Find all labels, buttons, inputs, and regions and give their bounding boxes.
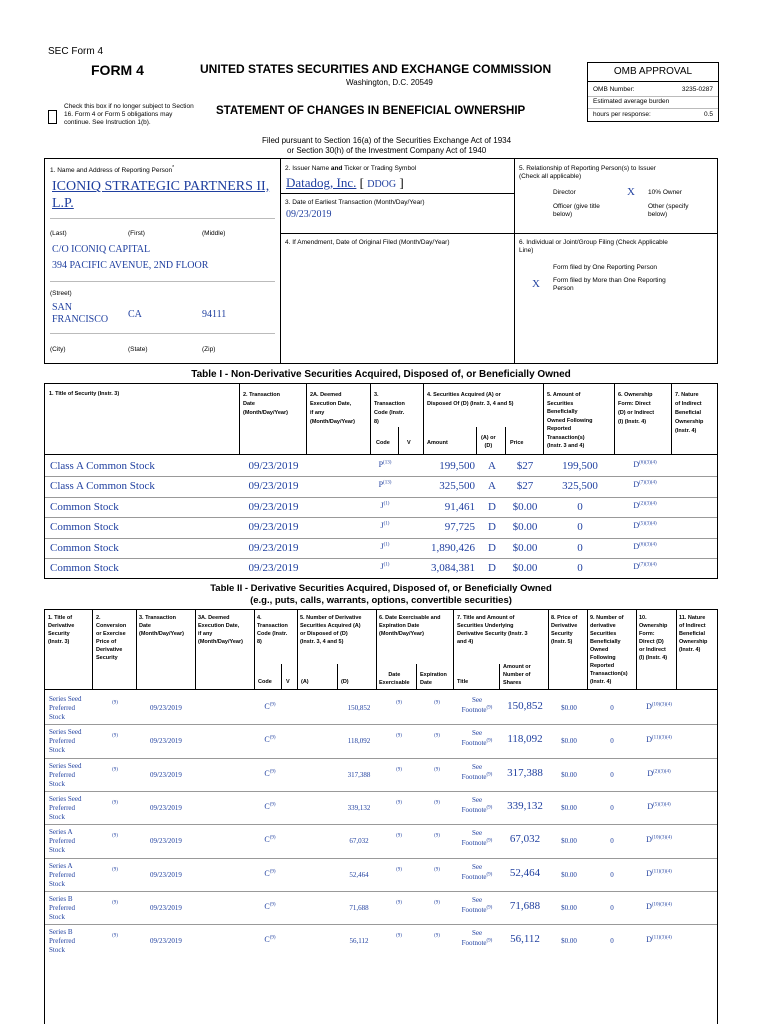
omb-hours: 0.5	[703, 111, 713, 118]
t1-cell-code: $J^{(1)}$	[380, 562, 390, 571]
t1-cell-price: $0.00	[512, 562, 538, 574]
t2-cell-code: $C^{(9)}$	[264, 768, 276, 778]
omb-approval-box	[587, 62, 719, 122]
t2-cell-expiration: (9)	[434, 767, 440, 773]
box4-label: 4. If Amendment, Date of Original Filed (Month/Day/Year)	[285, 239, 450, 246]
t2-cell-title: Series Seed Preferred Stock	[49, 761, 82, 788]
t2-cell-code: $C^{(9)}$	[264, 801, 276, 811]
issuer-line: Datadog, Inc. [ DDOG ]	[286, 175, 404, 190]
table1-title: Table I - Non-Derivative Securities Acquired, Disposed of, or Beneficially Owned	[191, 369, 571, 380]
zip-value: 94111	[202, 309, 227, 320]
t1-cell-code: $J^{(1)}$	[380, 500, 390, 510]
t1-cell-amount: 199,500	[439, 460, 475, 472]
omb-number-label: OMB Number:	[593, 86, 635, 93]
middle-label: (Middle)	[202, 230, 226, 237]
box3-label: 3. Date of Earliest Transaction (Month/Day/Year)	[285, 199, 425, 206]
t2-cell-underlying-title: See Footnote$^{(9)}$	[461, 862, 493, 881]
t2-cell-shares: 150,852	[507, 700, 543, 712]
t1-cell-form: $D^{(6)(3)(4)}$	[633, 541, 657, 551]
t2-header-exp: Expiration Date	[420, 672, 447, 686]
t2-header-c9: 9. Number of derivative Securities Beneficially Owned Following Reported Transaction(s) (Instr. 4)	[590, 615, 628, 685]
t2-cell-date: 09/23/2019	[150, 837, 182, 846]
t2-header-c7: 7. Title and Amount of Securities Underlying Derivative Security (Instr. 3 and 4)	[457, 615, 528, 645]
earliest-transaction-date: 09/23/2019	[286, 209, 332, 220]
table2-title: Table II - Derivative Securities Acquired, Disposed of, or Beneficially Owned (e.g., puts, calls, warrants, options, convertible securities)	[210, 583, 552, 606]
agency-location: Washington, D.C. 20549	[346, 78, 433, 87]
t1-cell-title: Common Stock	[50, 541, 119, 554]
t2-cell-code: $C^{(9)}$	[264, 901, 276, 911]
t2-cell-date: 09/23/2019	[150, 770, 182, 779]
t2-cell-form: $D^{(10)(3)(4)}$	[646, 835, 672, 845]
statement-title: STATEMENT OF CHANGES IN BENEFICIAL OWNERSHIP	[216, 105, 526, 117]
t2-cell-exercisable: (9)	[396, 733, 402, 739]
ten-percent-owner-label: 10% Owner	[648, 189, 682, 196]
t1-header-c1: 1. Title of Security (Instr. 3)	[49, 391, 120, 397]
t2-cell-exercisable: (9)	[396, 767, 402, 773]
t1-header-c3: 3. Transaction Code (Instr. 8)	[374, 392, 405, 425]
t1-cell-form: $D^{(5)(3)(4)}$	[633, 521, 657, 531]
other-label: Other (specify below)	[648, 203, 689, 218]
t2-cell-expiration: (9)	[434, 867, 440, 873]
t1-cell-date: 09/23/2019	[248, 500, 299, 513]
t1-cell-title: Class A Common Stock	[50, 460, 155, 472]
filed-text-2: or Section 30(h) of the Investment Company Act of 1940	[287, 146, 487, 155]
t2-cell-underlying-title: See Footnote$^{(9)}$	[461, 895, 493, 914]
t1-cell-form: $D^{(7)(3)(4)}$	[633, 562, 657, 571]
t2-cell-date: 09/23/2019	[150, 937, 182, 946]
t1-header-c2a: 2A. Deemed Execution Date, if any (Month/Day/Year)	[310, 392, 355, 425]
t2-header-v: V	[286, 679, 290, 685]
t1-header-c4: 4. Securities Acquired (A) or Disposed Of (D) (Instr. 3, 4 and 5)	[427, 392, 514, 407]
t2-cell-shares: 52,464	[509, 866, 541, 879]
t2-cell-shares: 317,388	[507, 766, 543, 779]
t2-cell-form: $D^{(11)(3)(4)}$	[646, 868, 672, 878]
address-line-2: 394 PACIFIC AVENUE, 2ND FLOOR	[52, 260, 209, 271]
filed-text-1: Filed pursuant to Section 16(a) of the Securities Exchange Act of 1934	[262, 136, 512, 145]
state-label: (State)	[128, 346, 148, 353]
t2-cell-expiration: (9)	[434, 700, 440, 706]
t2-cell-price: $0.00	[561, 837, 577, 846]
t2-cell-owned: 0	[610, 903, 614, 912]
t2-cell-disposed: 339,132	[347, 803, 371, 812]
t2-cell-exercisable: (9)	[396, 933, 402, 939]
t2-cell-form: $D^{(10)(3)(4)}$	[646, 702, 672, 711]
t2-cell-exercisable: (9)	[396, 867, 402, 873]
t2-cell-shares: 67,032	[509, 833, 541, 846]
ten-percent-owner-mark[interactable]: X	[627, 186, 635, 198]
t1-cell-date: 09/23/2019	[248, 541, 299, 554]
t2-header-code: Code	[258, 679, 272, 685]
t1-cell-owned: 199,500	[562, 460, 598, 472]
box1-label: 1. Name and Address of Reporting Person*	[50, 164, 175, 174]
t2-header-date-ex: Date Exercisable	[379, 672, 410, 686]
t2-cell-conv: (9)	[112, 700, 118, 706]
t1-header-price: Price	[510, 440, 524, 446]
t2-cell-underlying-title: See Footnote$^{(9)}$	[461, 795, 493, 814]
t2-cell-shares: 71,688	[509, 899, 541, 912]
t2-cell-conv: (9)	[112, 767, 118, 773]
t2-header-amt: Amount or Number of Shares	[503, 664, 531, 686]
t2-header-c8: 8. Price of Derivative Security (Instr. 5)	[551, 615, 578, 645]
t2-cell-owned: 0	[610, 770, 614, 779]
t2-header-title: Title	[457, 679, 469, 685]
check-box-text: Check this box if no longer subject to Section 16. Form 4 or Form 5 obligations may continue. See Instruction 1(b).	[64, 103, 194, 126]
t2-cell-underlying-title: See Footnote$^{(9)}$	[461, 929, 493, 948]
no-longer-subject-checkbox[interactable]	[48, 110, 57, 124]
t2-cell-form: $D^{(5)(3)(4)}$	[647, 801, 671, 811]
t2-cell-date: 09/23/2019	[150, 704, 182, 712]
t2-cell-conv: (9)	[112, 933, 118, 939]
t2-header-d: (D)	[341, 679, 349, 685]
t2-cell-expiration: (9)	[434, 733, 440, 739]
t2-cell-price: $0.00	[561, 870, 577, 879]
t2-header-c6: 6. Date Exercisable and Expiration Date (Month/Day/Year)	[379, 615, 441, 637]
city-label: (City)	[50, 346, 66, 353]
t1-cell-price: $0.00	[512, 500, 538, 513]
zip-label: (Zip)	[202, 346, 216, 353]
t1-cell-ad: A	[488, 480, 496, 493]
t1-header-c2: 2. Transaction Date (Month/Day/Year)	[243, 392, 288, 416]
address-line-1: C/O ICONIQ CAPITAL	[52, 244, 151, 255]
t2-cell-price: $0.00	[561, 937, 577, 946]
t2-header-c3: 3. Transaction Date (Month/Day/Year)	[139, 615, 184, 637]
t2-cell-title: Series Seed Preferred Stock	[49, 794, 82, 821]
table1-row	[45, 558, 717, 578]
t2-cell-expiration: (9)	[434, 833, 440, 839]
t2-cell-title: Series B Preferred Stock	[49, 894, 76, 921]
form-title: FORM 4	[91, 62, 144, 78]
t1-cell-amount: 91,461	[444, 500, 475, 513]
table1-row	[45, 497, 717, 517]
t1-cell-date: 09/23/2019	[248, 480, 299, 493]
last-label: (Last)	[50, 230, 67, 237]
t2-cell-code: $C^{(9)}$	[264, 735, 276, 745]
t1-cell-date: 09/23/2019	[248, 521, 299, 534]
t1-cell-code: $J^{(1)}$	[380, 521, 390, 531]
ticker-symbol: DDOG	[367, 179, 397, 190]
t2-header-c3a: 3A. Deemed Execution Date, if any (Month/Day/Year)	[198, 615, 243, 645]
more-than-one-mark[interactable]: X	[532, 278, 540, 290]
t1-cell-owned: 0	[577, 541, 583, 554]
officer-label: Officer (give title below)	[553, 203, 600, 218]
t2-cell-form: $D^{(2)(3)(4)}$	[647, 768, 671, 778]
t2-cell-underlying-title: See Footnote$^{(9)}$	[461, 729, 493, 748]
t2-cell-conv: (9)	[112, 900, 118, 906]
t1-cell-title: Common Stock	[50, 500, 119, 513]
t2-header-c2: 2. Conversion or Exercise Price of Derivative Security	[96, 615, 127, 661]
t1-cell-price: $27	[516, 480, 534, 493]
omb-title: OMB APPROVAL	[613, 66, 693, 77]
city-value: SAN FRANCISCO	[52, 302, 109, 325]
t2-cell-exercisable: (9)	[396, 800, 402, 806]
t1-header-v: V	[407, 440, 411, 446]
t2-cell-price: $0.00	[561, 737, 577, 746]
agency-title: UNITED STATES SECURITIES AND EXCHANGE COMMISSION	[200, 62, 552, 76]
t2-cell-disposed: 317,388	[347, 770, 371, 779]
table1-row	[45, 517, 717, 537]
t2-cell-exercisable: (9)	[396, 700, 402, 706]
t2-cell-date: 09/23/2019	[150, 903, 182, 912]
t1-cell-amount: 3,084,381	[431, 562, 475, 574]
t1-cell-amount: 325,500	[439, 480, 475, 493]
t2-cell-owned: 0	[610, 870, 614, 879]
table2-row	[45, 758, 717, 791]
first-label: (First)	[128, 230, 145, 237]
t2-cell-shares: 339,132	[507, 799, 543, 812]
table2-row	[45, 858, 717, 891]
t2-header-a: (A)	[301, 679, 309, 685]
t2-cell-underlying-title: See Footnote$^{(9)}$	[461, 829, 493, 848]
table2-row	[45, 724, 717, 757]
t2-cell-title: Series A Preferred Stock	[49, 828, 76, 855]
t2-cell-owned: 0	[610, 737, 614, 746]
t2-cell-date: 09/23/2019	[150, 803, 182, 812]
table1-row	[45, 538, 717, 558]
t1-cell-owned: 0	[577, 521, 583, 534]
table1-row	[45, 476, 717, 496]
t2-header-c5: 5. Number of Derivative Securities Acquired (A) or Disposed of (D) (Instr. 3, 4 and 5)	[300, 615, 362, 645]
t2-cell-price: $0.00	[561, 770, 577, 779]
t2-cell-conv: (9)	[112, 867, 118, 873]
table2-row	[45, 791, 717, 824]
t2-cell-disposed: 118,092	[347, 737, 371, 746]
t2-cell-form: $D^{(11)(3)(4)}$	[646, 735, 672, 745]
street-label: (Street)	[50, 290, 72, 297]
t1-cell-price: $0.00	[512, 521, 538, 534]
t1-header-amount: Amount	[427, 440, 448, 446]
t2-header-c4: 4. Transaction Code (Instr. 8)	[257, 615, 288, 645]
t1-header-c5: 5. Amount of Securities Beneficially Owned Following Reported Transaction(s) (Instr. 3 and 4)	[547, 392, 593, 449]
t1-cell-title: Common Stock	[50, 521, 119, 534]
t1-cell-ad: D	[488, 500, 496, 513]
t2-cell-code: $C^{(9)}$	[264, 835, 276, 845]
t2-cell-title: Series A Preferred Stock	[49, 861, 76, 888]
t2-cell-shares: 56,112	[510, 933, 540, 946]
t1-cell-amount: 97,725	[444, 521, 475, 534]
issuer-name[interactable]: Datadog, Inc.	[286, 175, 357, 190]
t1-cell-price: $0.00	[512, 541, 538, 554]
t1-header-code: Code	[376, 440, 390, 446]
t2-cell-owned: 0	[610, 803, 614, 812]
table2-row	[45, 924, 717, 957]
omb-hours-label: hours per response:	[593, 111, 651, 118]
t2-cell-form: $D^{(11)(3)(4)}$	[646, 935, 672, 945]
t1-cell-date: 09/23/2019	[248, 460, 299, 472]
t2-cell-conv: (9)	[112, 733, 118, 739]
t1-cell-title: Class A Common Stock	[50, 480, 155, 493]
t2-cell-owned: 0	[610, 837, 614, 846]
t2-cell-disposed: 56,112	[349, 937, 369, 946]
state-value: CA	[128, 309, 142, 320]
t2-cell-price: $0.00	[561, 903, 577, 912]
omb-burden-label: Estimated average burden	[593, 98, 670, 105]
t1-cell-owned: 0	[577, 562, 583, 574]
t1-cell-code: $P^{(13)}$	[378, 460, 392, 469]
t1-cell-form: $D^{(2)(3)(4)}$	[633, 500, 657, 510]
t2-header-c11: 11. Nature of Indirect Beneficial Ownership (Instr. 4)	[679, 615, 708, 653]
t2-cell-exercisable: (9)	[396, 833, 402, 839]
box6-label: 6. Individual or Joint/Group Filing (Check Applicable Line)	[519, 239, 668, 254]
box5-label: 5. Relationship of Reporting Person(s) to Issuer (Check all applicable)	[519, 165, 656, 180]
t1-cell-ad: D	[488, 521, 496, 534]
t1-cell-ad: D	[488, 541, 496, 554]
director-label: Director	[553, 189, 576, 196]
t2-cell-shares: 118,092	[507, 733, 543, 746]
t2-cell-exercisable: (9)	[396, 900, 402, 906]
t2-cell-form: $D^{(10)(3)(4)}$	[646, 901, 672, 911]
form-label: SEC Form 4	[48, 46, 104, 57]
t2-cell-expiration: (9)	[434, 800, 440, 806]
t1-cell-price: $27	[516, 460, 534, 472]
t2-cell-title: Series B Preferred Stock	[49, 928, 76, 955]
t1-cell-owned: 0	[577, 500, 583, 513]
t2-cell-price: $0.00	[561, 704, 577, 712]
t1-cell-code: $J^{(1)}$	[380, 541, 390, 551]
table2-row	[45, 824, 717, 857]
t2-cell-code: $C^{(9)}$	[264, 935, 276, 945]
t2-cell-code: $C^{(9)}$	[264, 702, 276, 711]
t2-cell-date: 09/23/2019	[150, 737, 182, 746]
t2-cell-title: Series Seed Preferred Stock	[49, 695, 82, 721]
t1-header-c7: 7. Nature of Indirect Beneficial Ownership (Instr. 4)	[675, 392, 704, 434]
t2-header-c10: 10. Ownership Form: Direct (D) or Indirect (I) (Instr. 4)	[639, 615, 668, 661]
t2-cell-conv: (9)	[112, 833, 118, 839]
t2-cell-title: Series Seed Preferred Stock	[49, 728, 82, 755]
t1-cell-date: 09/23/2019	[248, 562, 299, 574]
t1-cell-amount: 1,890,426	[431, 541, 475, 554]
table2-row	[45, 891, 717, 924]
t2-cell-date: 09/23/2019	[150, 870, 182, 879]
one-person-label: Form filed by One Reporting Person	[553, 264, 658, 271]
t2-cell-conv: (9)	[112, 800, 118, 806]
t1-header-aord: (A) or (D)	[481, 435, 496, 449]
t2-cell-expiration: (9)	[434, 933, 440, 939]
t2-cell-expiration: (9)	[434, 900, 440, 906]
t2-cell-code: $C^{(9)}$	[264, 868, 276, 878]
t1-cell-ad: A	[488, 460, 496, 472]
t1-cell-owned: 325,500	[562, 480, 598, 493]
t1-header-c6: 6. Ownership Form: Direct (D) or Indirect (I) (Instr. 4)	[618, 392, 655, 425]
omb-number: 3235-0287	[681, 86, 713, 93]
t2-cell-owned: 0	[610, 704, 614, 712]
more-than-one-label: Form filed by More than One Reporting Person	[553, 277, 666, 292]
t2-cell-price: $0.00	[561, 803, 577, 812]
box2-label: 2. Issuer Name and Ticker or Trading Symbol	[285, 165, 417, 172]
reporting-person-name[interactable]: ICONIQ STRATEGIC PARTNERS II, L.P.	[52, 179, 270, 211]
t1-cell-form: $D^{(6)(3)(4)}$	[633, 460, 657, 469]
t1-cell-code: $P^{(13)}$	[378, 480, 392, 490]
table1-row	[45, 456, 717, 476]
table2-row	[45, 691, 717, 724]
t1-cell-title: Common Stock	[50, 562, 119, 574]
t2-cell-owned: 0	[610, 937, 614, 946]
t2-cell-disposed: 150,852	[347, 704, 371, 712]
t1-cell-form: $D^{(7)(3)(4)}$	[633, 480, 657, 490]
t2-cell-disposed: 71,688	[349, 903, 369, 912]
t2-cell-disposed: 52,464	[349, 870, 369, 879]
t2-cell-underlying-title: See Footnote$^{(9)}$	[461, 696, 493, 714]
t2-cell-disposed: 67,032	[349, 837, 369, 846]
t2-cell-underlying-title: See Footnote$^{(9)}$	[461, 762, 493, 781]
t1-cell-ad: D	[488, 562, 496, 574]
t2-header-c1: 1. Title of Derivative Security (Instr. 3)	[48, 615, 75, 645]
